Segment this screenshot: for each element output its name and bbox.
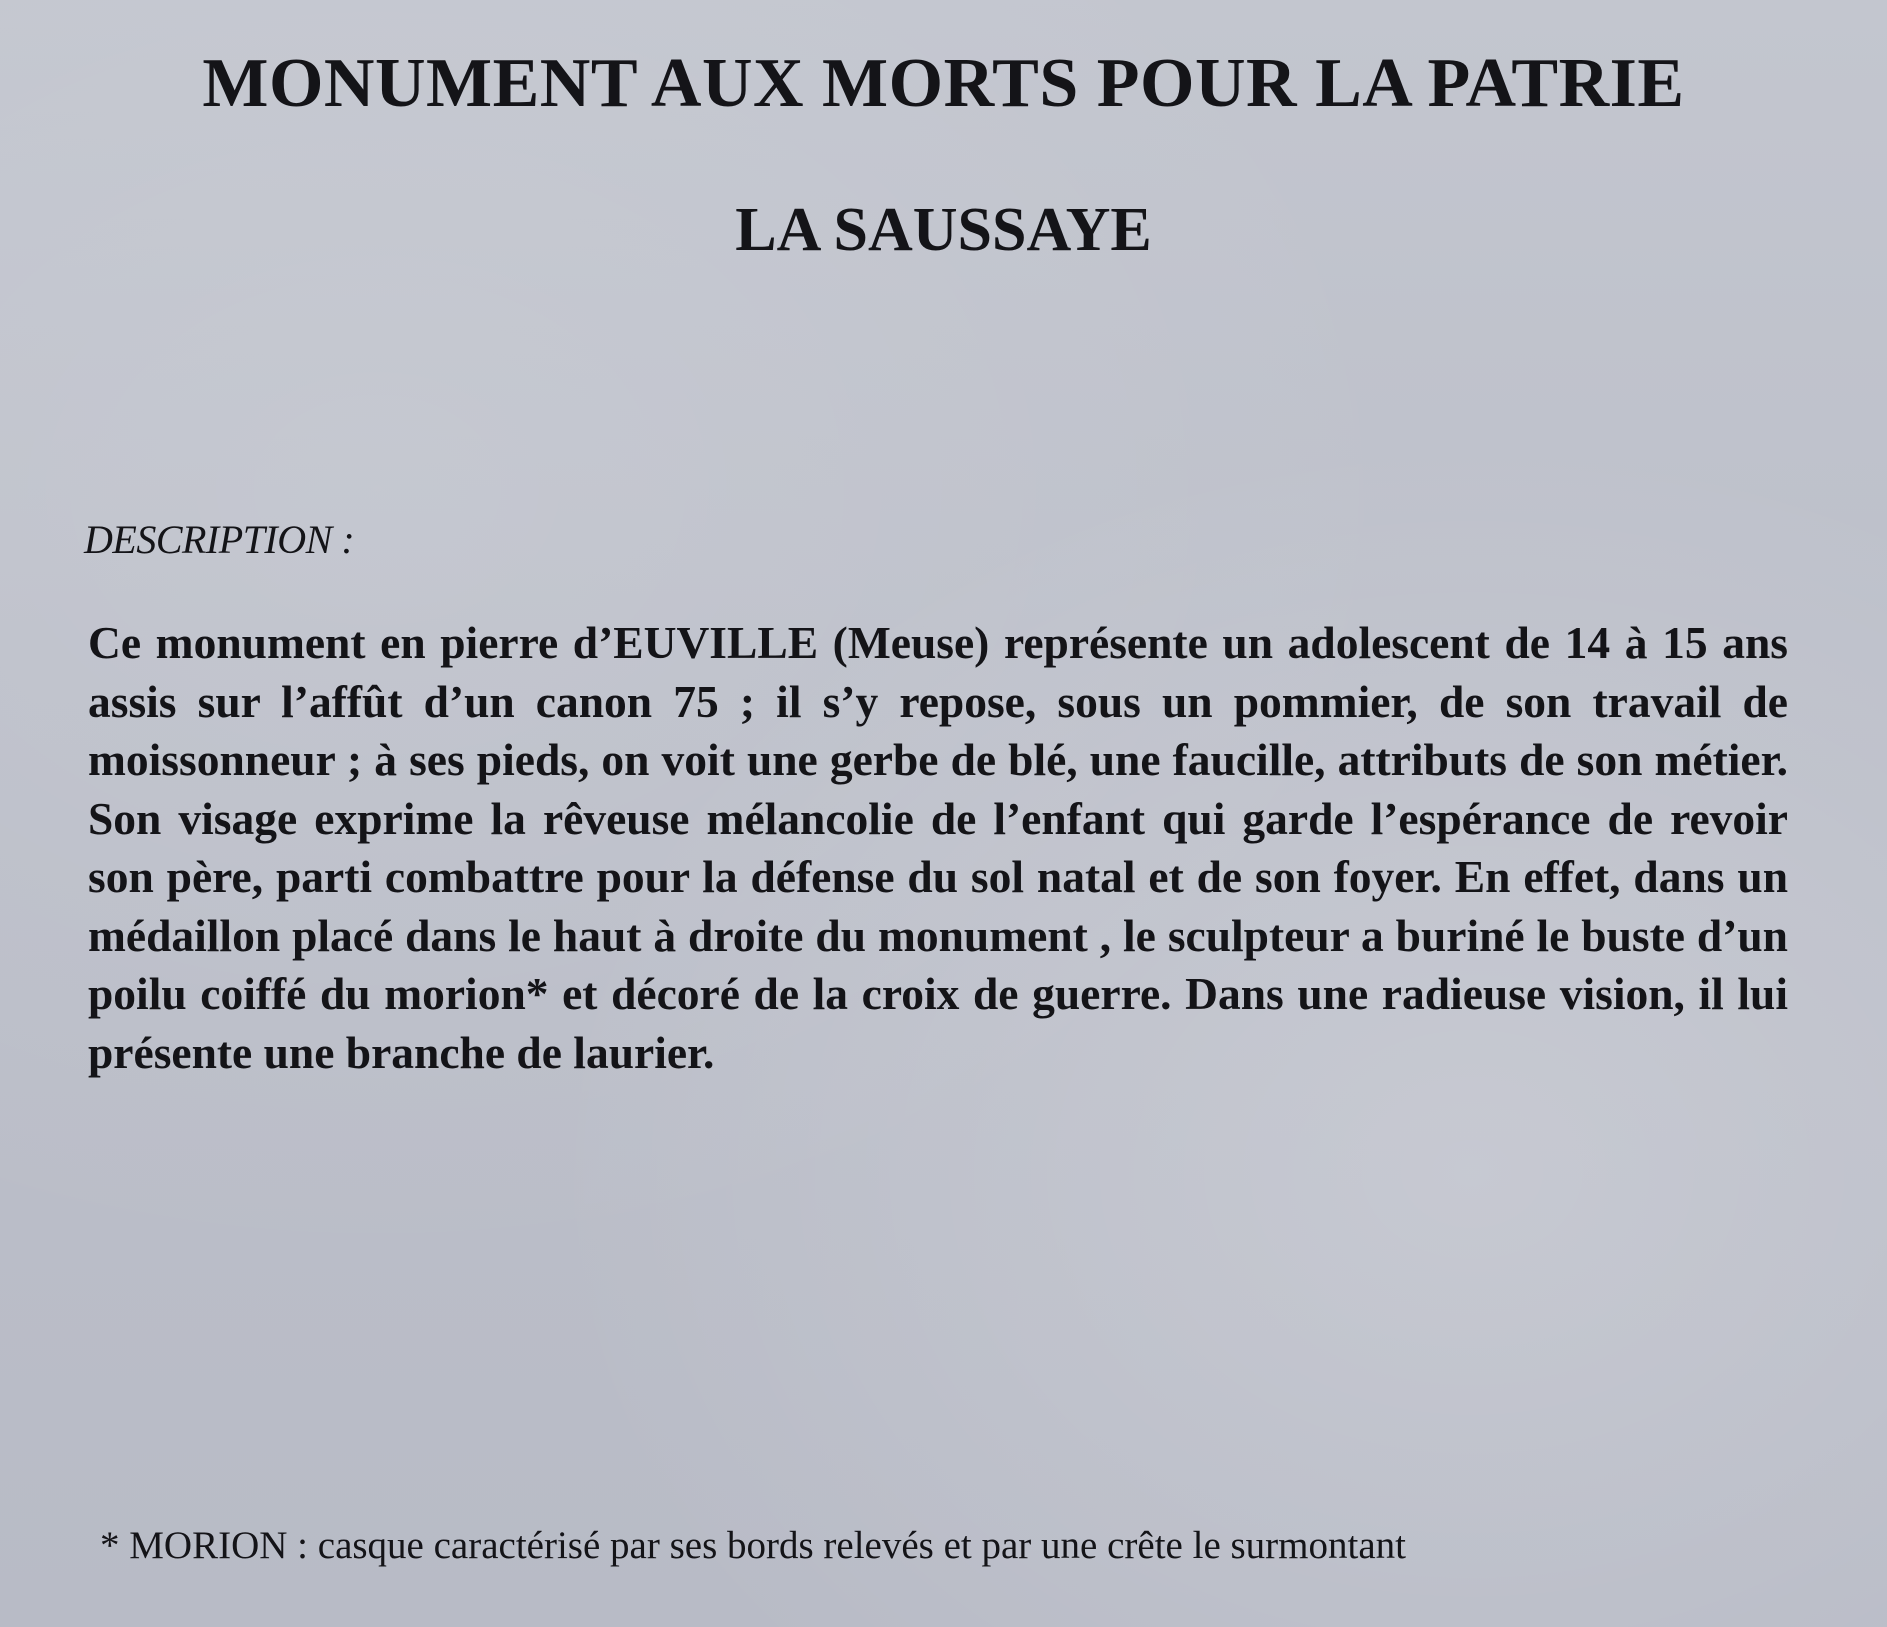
document-title: MONUMENT AUX MORTS POUR LA PATRIE [202, 45, 1685, 122]
footnote-morion: * MORION : casque caractérisé par ses bords relevés et par une crête le surmontant [100, 1524, 1406, 1567]
description-paragraph: Ce monument en pierre d’EUVILLE (Meuse) représente un adolescent de 14 à 15 ans assis sur l’affût d’un canon 75 ; il s’y repose, sous un pommier, de son travail de moissonneur ; à ses pieds, on voit une gerbe de blé, une faucille, attributs de son métier. Son visage exprime la rêveuse mélancolie de l’enfant qui garde l’espérance de revoir son père, parti combattre pour la défense du sol natal et de son foyer. En effet, dans un médaillon placé dans le haut à droite du monument , le sculpteur a buriné le buste d’un poilu coiffé du morion* et décoré de la croix de guerre. Dans une radieuse vision, il lui présente une branche de laurier. [88, 617, 1788, 1078]
document-subtitle: LA SAUSSAYE [735, 196, 1152, 264]
section-label-description: DESCRIPTION : [84, 517, 355, 562]
